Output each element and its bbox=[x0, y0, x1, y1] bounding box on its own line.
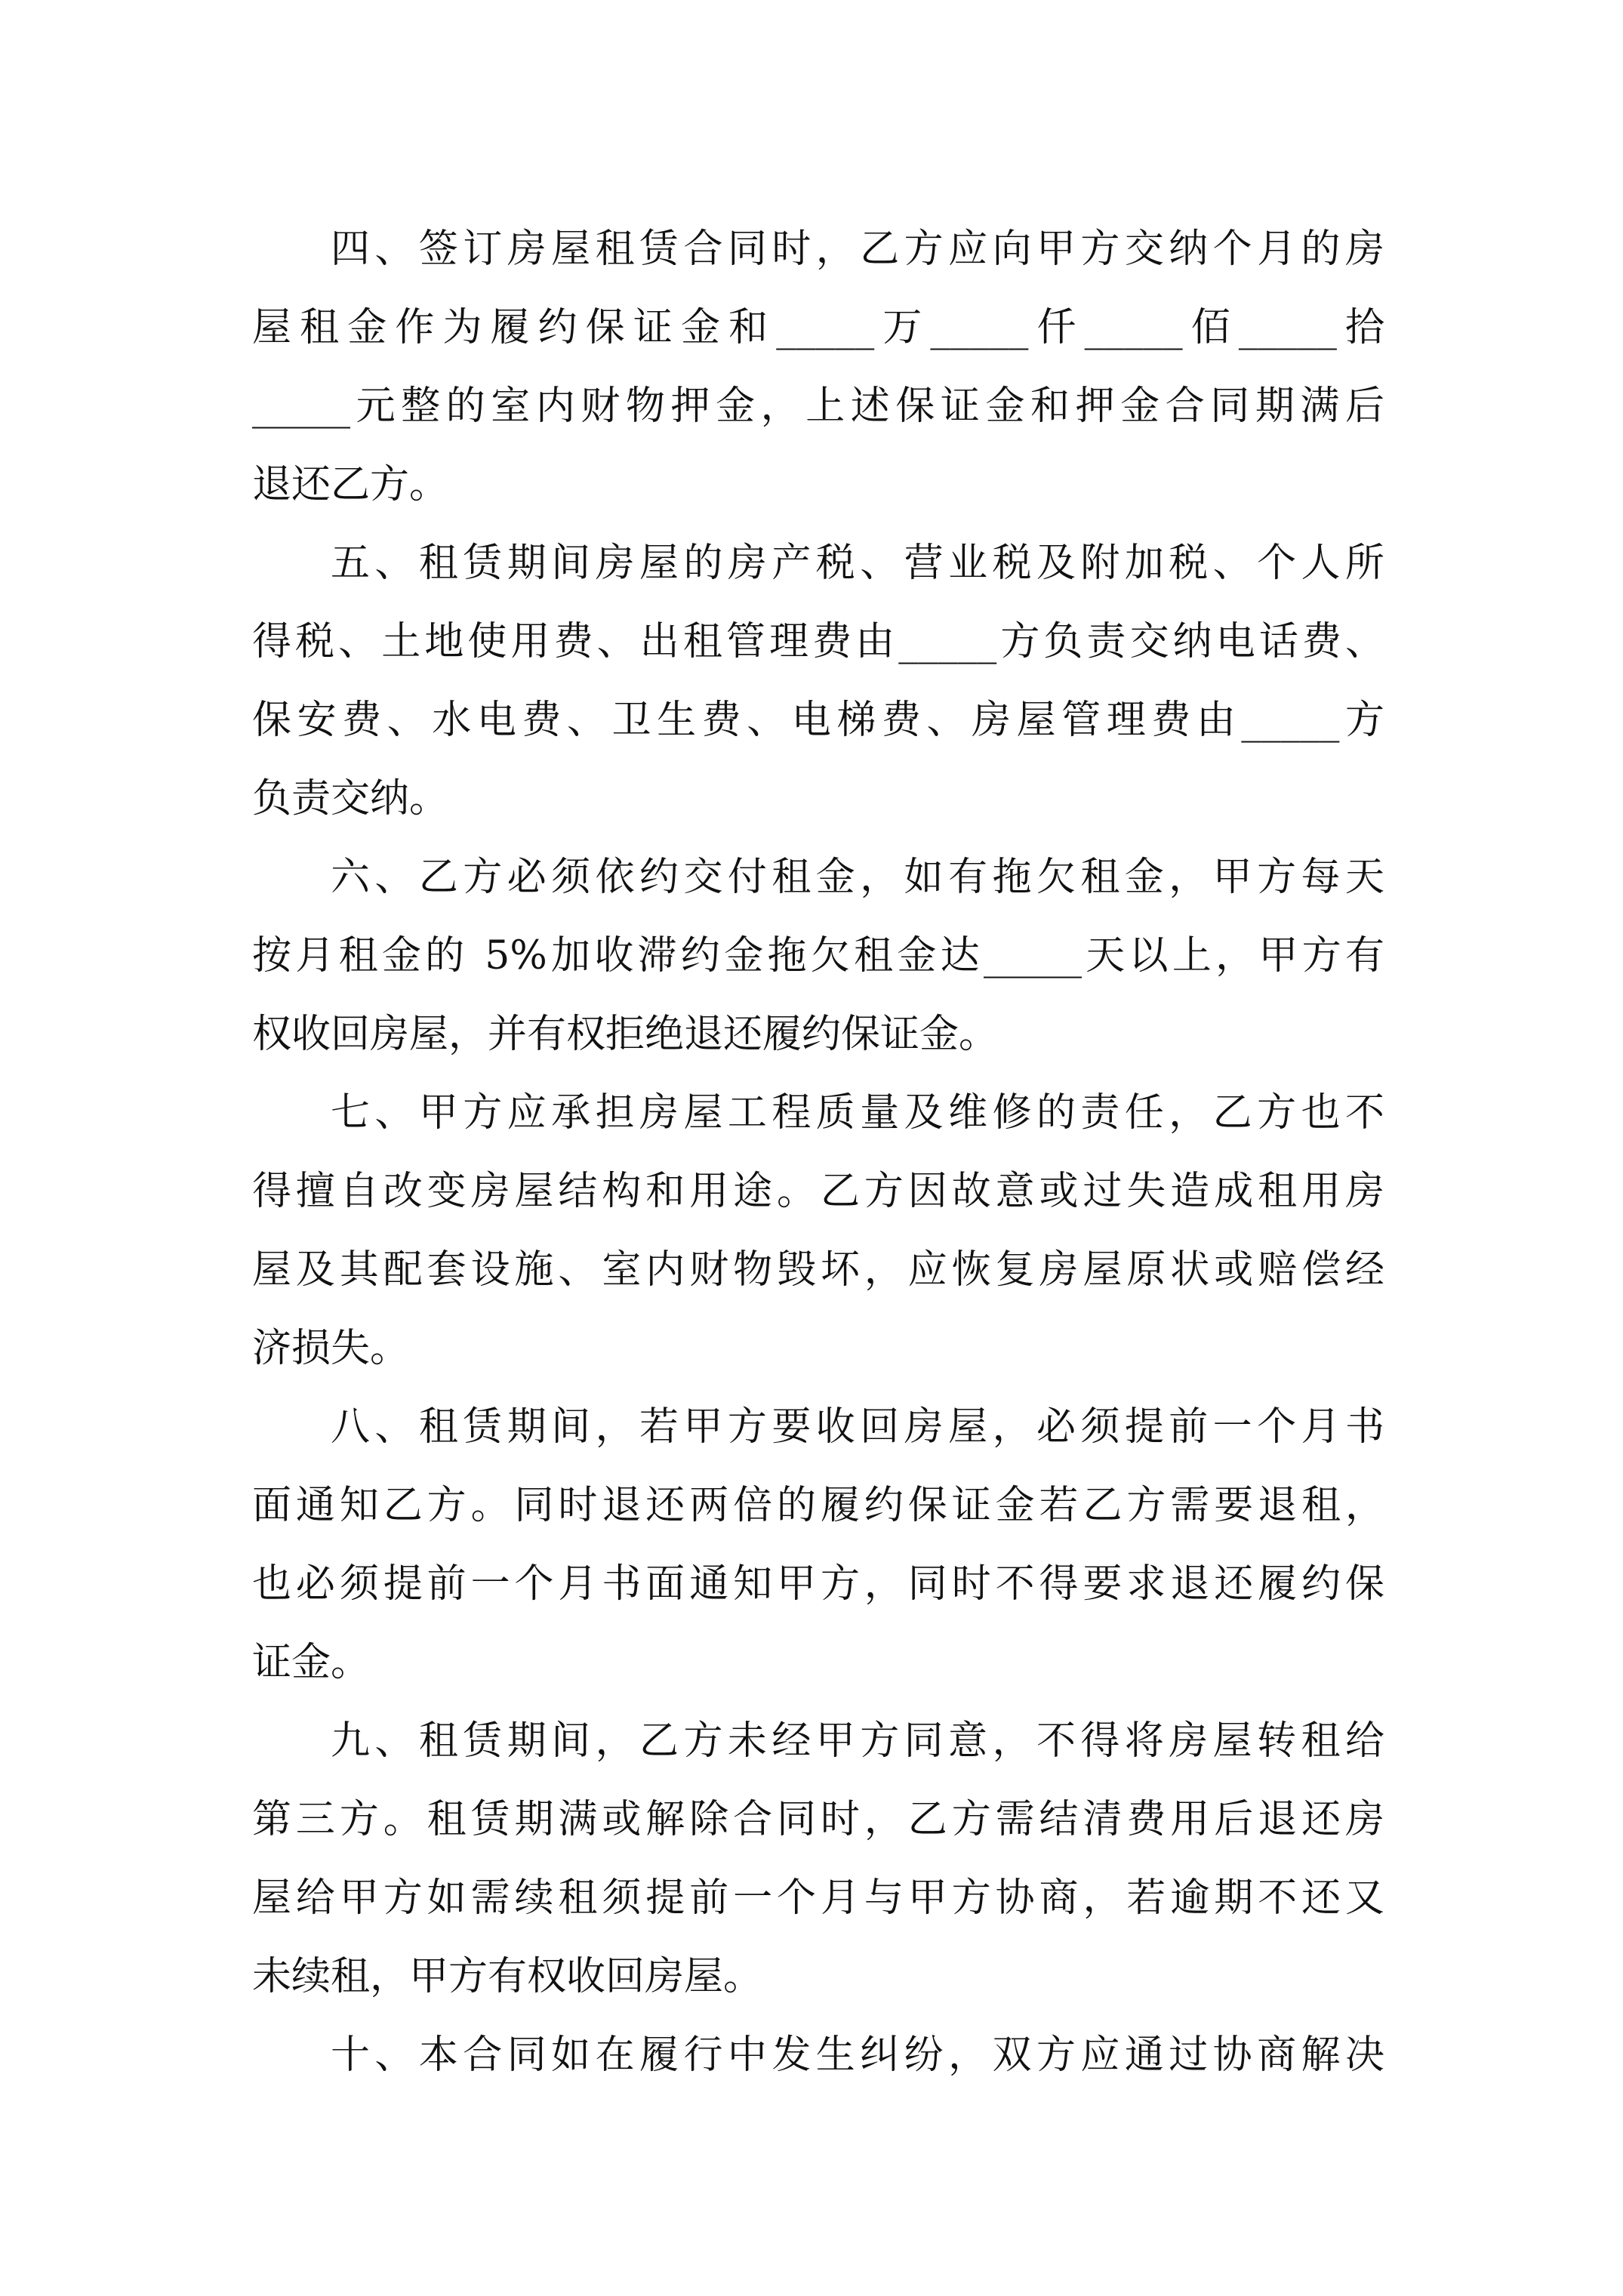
text-line: 负责交纳。 bbox=[252, 776, 449, 821]
text-line: 权收回房屋，并有权拒绝退还履约保证金。 bbox=[252, 1012, 999, 1057]
text-line: 九、租赁期间，乙方未经甲方同意，不得将房屋转租给 bbox=[331, 1718, 1384, 1764]
text-line: 未续租，甲方有权收回房屋。 bbox=[252, 1954, 763, 1999]
text-line: 八、租赁期间，若甲方要收回房屋，必须提前一个月书 bbox=[331, 1404, 1384, 1450]
text-line: 十、本合同如在履行中发生纠纷，双方应通过协商解决 bbox=[331, 2032, 1384, 2078]
text-line: 退还乙方。 bbox=[252, 462, 449, 507]
text-line: 保安费、水电费、卫生费、电梯费、房屋管理费由_____方 bbox=[252, 698, 1384, 743]
text-line: 也必须提前一个月书面通知甲方，同时不得要求退还履约保 bbox=[252, 1561, 1384, 1607]
text-line: _____元整的室内财物押金，上述保证金和押金合同期满后 bbox=[252, 384, 1384, 429]
text-line: 得擅自改变房屋结构和用途。乙方因故意或过失造成租用房 bbox=[252, 1169, 1384, 1214]
text-line: 得税、土地使用费、出租管理费由_____方负责交纳电话费、 bbox=[252, 619, 1384, 664]
text-line: 面通知乙方。同时退还两倍的履约保证金若乙方需要退租， bbox=[252, 1483, 1384, 1528]
text-line: 按月租金的 5%加收滞约金拖欠租金达_____天以上，甲方有 bbox=[252, 933, 1384, 978]
text-line: 七、甲方应承担房屋工程质量及维修的责任，乙方也不 bbox=[331, 1090, 1384, 1136]
document-body bbox=[252, 210, 1384, 2094]
text-line: 六、乙方必须依约交付租金，如有拖欠租金，甲方每天 bbox=[331, 855, 1384, 900]
text-line: 屋给甲方如需续租须提前一个月与甲方协商，若逾期不还又 bbox=[252, 1875, 1384, 1921]
text-line: 屋及其配套设施、室内财物毁坏，应恢复房屋原状或赔偿经 bbox=[252, 1247, 1384, 1293]
text-line: 第三方。租赁期满或解除合同时，乙方需结清费用后退还房 bbox=[252, 1797, 1384, 1842]
text-line: 四、签订房屋租赁合同时，乙方应向甲方交纳个月的房 bbox=[331, 227, 1384, 272]
text-line: 五、租赁期间房屋的房产税、营业税及附加税、个人所 bbox=[331, 541, 1384, 586]
text-line: 证金。 bbox=[252, 1640, 371, 1685]
text-line: 屋租金作为履约保证金和_____万_____仟_____佰_____拾 bbox=[252, 305, 1384, 350]
text-line: 济损失。 bbox=[252, 1326, 410, 1371]
